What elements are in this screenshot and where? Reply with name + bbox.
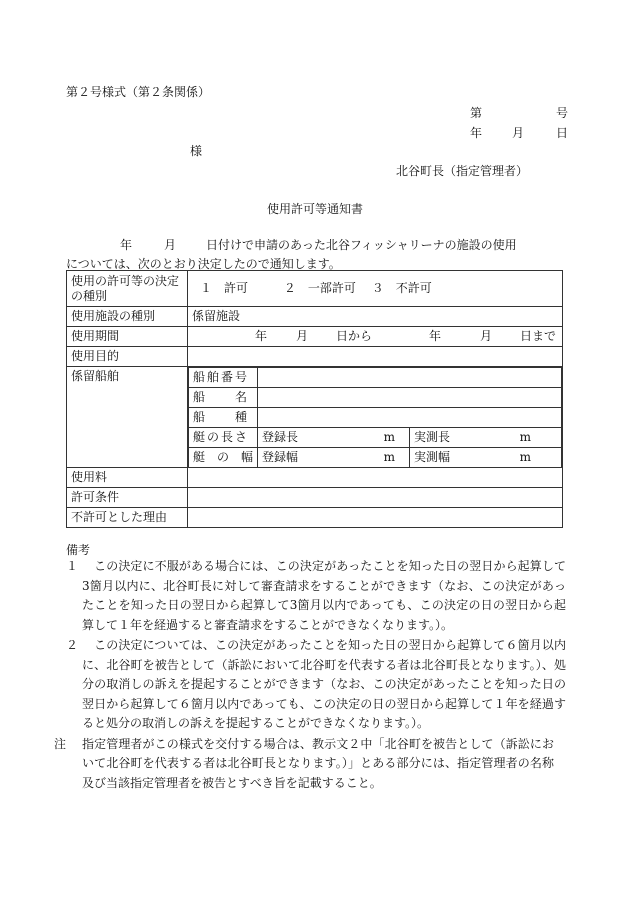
table-row — [189, 408, 562, 428]
table-row — [67, 488, 563, 508]
date-month: 月 — [512, 126, 525, 140]
number-prefix: 第 — [470, 106, 483, 120]
option-partial-permit: ２ 一部許可 — [283, 281, 356, 295]
fee-label: 使用料 — [67, 468, 188, 488]
intro-line-1 — [66, 236, 566, 252]
measured-length-unit: m — [519, 430, 531, 444]
denial-reason-label: 不許可とした理由 — [67, 508, 188, 528]
remark-note — [54, 735, 554, 794]
table-row — [67, 347, 563, 367]
decision-type-options — [188, 271, 563, 307]
condition-value — [188, 488, 563, 508]
period-to-year: 年 — [429, 329, 442, 343]
vessel-kind-label: 船 種 — [189, 408, 258, 428]
period-from-day: 日から — [336, 329, 373, 343]
table-row — [67, 367, 563, 468]
vessel-kind-value — [258, 408, 562, 428]
note-marker: 注 — [54, 736, 67, 751]
table-row — [189, 448, 562, 468]
permit-table — [66, 270, 563, 528]
vessel-details — [188, 367, 563, 468]
period-from-year: 年 — [255, 329, 268, 343]
registered-width — [258, 448, 410, 468]
remark-number: ２ — [66, 638, 79, 652]
purpose-label: 使用目的 — [67, 347, 188, 367]
table-row — [189, 388, 562, 408]
registered-length — [258, 428, 410, 448]
vessel-name-label: 船 名 — [189, 388, 258, 408]
remark-item-2 — [66, 636, 566, 734]
denial-reason-value — [188, 508, 563, 528]
vessel-width-label: 艇 の 幅 — [189, 448, 258, 468]
remark-item-1 — [66, 557, 566, 635]
measured-width-unit: m — [519, 450, 531, 464]
measured-length-label: 実測長 — [414, 430, 451, 444]
addressee-suffix: 様 — [190, 144, 203, 158]
date-day: 日 — [556, 126, 569, 140]
document-title: 使用許可等通知書 — [266, 202, 363, 216]
table-row — [67, 271, 563, 307]
vessel-name-value — [258, 388, 562, 408]
option-permit: １ 許可 — [200, 281, 249, 295]
period-label: 使用期間 — [67, 327, 188, 347]
facility-type-label: 使用施設の種別 — [67, 307, 188, 327]
remark-number: １ — [66, 559, 79, 573]
remark-text: この決定に不服がある場合には、この決定があったことを知った日の翌日から起算して3箇月以内に、北谷町長に対して審査請求をすることができます（なお、この決定があったことを知った日の翌日から起算して3箇月以内であっても、この決定の日の翌日から起算して１年を経過すると審査請求をすることができなくなります。）。 — [82, 559, 566, 632]
registered-width-label: 登録幅 — [262, 450, 299, 464]
period-from-month: 月 — [296, 329, 309, 343]
intro-month: 月 — [164, 238, 177, 252]
registered-length-label: 登録長 — [262, 430, 299, 444]
table-row — [189, 368, 562, 388]
table-row — [67, 468, 563, 488]
vessel-label: 係留船舶 — [67, 367, 188, 468]
table-row — [67, 508, 563, 528]
vessel-subtable — [188, 367, 562, 467]
intro-year: 年 — [120, 238, 133, 252]
registered-length-unit: m — [383, 430, 395, 444]
intro-line-2: については、次のとおり決定したので通知します。 — [66, 257, 341, 271]
issuer-name: 北谷町長（指定管理者） — [396, 164, 529, 178]
fee-value — [188, 468, 563, 488]
table-row — [67, 327, 563, 347]
registered-width-unit: m — [383, 450, 395, 464]
table-row — [189, 428, 562, 448]
date-year: 年 — [470, 126, 483, 140]
period-to-day: 日まで — [520, 329, 557, 343]
period-value — [188, 327, 563, 347]
number-suffix: 号 — [556, 106, 569, 120]
purpose-value — [188, 347, 563, 367]
vessel-number-value — [258, 368, 562, 388]
form-number-label: 第２号様式（第２条関係） — [66, 85, 211, 99]
condition-label: 許可条件 — [67, 488, 188, 508]
vessel-number-label: 船舶番号 — [189, 368, 258, 388]
remarks-section — [54, 557, 566, 794]
vessel-length-label: 艇の長さ — [189, 428, 258, 448]
measured-width — [410, 448, 562, 468]
decision-type-label: 使用の許可等の決定の種別 — [67, 271, 188, 307]
intro-text: 日付けで申請のあった北谷フィッシャリーナの施設の使用 — [206, 238, 517, 252]
facility-type-value: 係留施設 — [188, 307, 563, 327]
remarks-heading: 備考 — [66, 543, 91, 557]
table-row — [67, 307, 563, 327]
note-text: 指定管理者がこの様式を交付する場合は、教示文２中「北谷町を被告として（訴訟において北谷町を代表する者は北谷町長となります。）」とある部分には、指定管理者の名称及び当該指定管理者を被告とすべき旨を記載すること。 — [82, 736, 554, 790]
remark-text: この決定については、この決定があったことを知った日の翌日から起算して６箇月以内に、北谷町を被告として（訴訟において北谷町を代表する者は北谷町長となります。）、処分の取消しの訴えを提起することができます（なお、この決定があったことを知った日の翌日から起算して６箇月以内であっても、この決定の日の翌日から起算して１年を経過すると処分の取消しの訴えを提起することができなくなります。）。 — [82, 638, 566, 730]
option-deny: ３ 不許可 — [371, 281, 432, 295]
period-to-month: 月 — [480, 329, 493, 343]
measured-length — [410, 428, 562, 448]
measured-width-label: 実測幅 — [414, 450, 451, 464]
